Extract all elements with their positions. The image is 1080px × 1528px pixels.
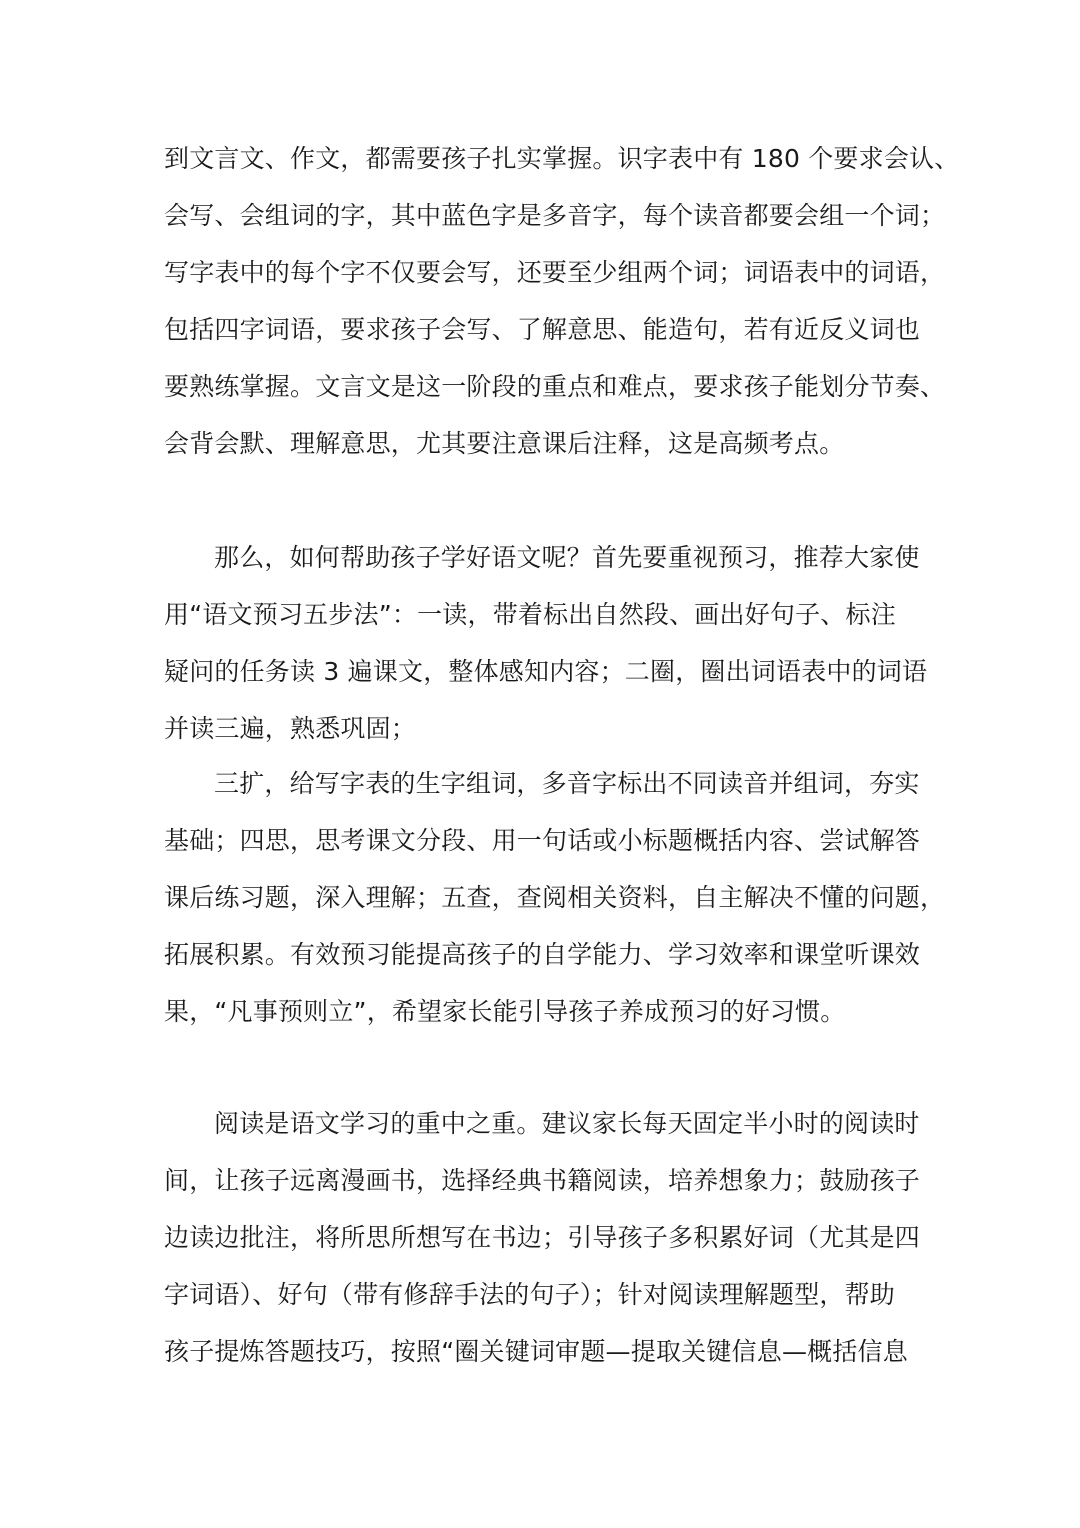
text-line: 边读边批注，将所思所想写在书边；引导孩子多积累好词（尤其是四 — [164, 1223, 921, 1252]
text-line: 字词语）、好句（带有修辞手法的句子）；针对阅读理解题型，帮助 — [164, 1280, 896, 1309]
text-line: 课后练习题，深入理解；五查，查阅相关资料，自主解决不懂的问题， — [164, 883, 946, 912]
text-line: 阅读是语文学习的重中之重。建议家长每天固定半小时的阅读时 — [214, 1109, 920, 1138]
text-line: 基础；四思，思考课文分段、用一句话或小标题概括内容、尝试解答 — [164, 826, 921, 855]
text-line: 并读三遍，熟悉巩固； — [164, 714, 417, 743]
text-line: 拓展积累。有效预习能提高孩子的自学能力、学习效率和课堂听课效 — [164, 940, 921, 969]
text-line: 会背会默、理解意思，尤其要注意课后注释，这是高频考点。 — [164, 429, 845, 458]
text-line: 疑问的任务读 3 遍课文，整体感知内容；二圈，圈出词语表中的词语 — [164, 657, 928, 686]
text-line: 要熟练掌握。文言文是这一阶段的重点和难点，要求孩子能划分节奏、 — [164, 372, 946, 401]
text-line: 间，让孩子远离漫画书，选择经典书籍阅读，培养想象力；鼓励孩子 — [164, 1166, 921, 1195]
text-line: 孩子提炼答题技巧，按照“圈关键词审题—提取关键信息—概括信息 — [164, 1337, 908, 1366]
text-line: 用“语文预习五步法”：一读，带着标出自然段、画出好句子、标注 — [164, 600, 896, 629]
text-line: 包括四字词语，要求孩子会写、了解意思、能造句，若有近反义词也 — [164, 315, 921, 344]
text-line: 到文言文、作文，都需要孩子扎实掌握。识字表中有 180 个要求会认、 — [164, 144, 960, 173]
text-line: 那么，如何帮助孩子学好语文呢？首先要重视预习，推荐大家使 — [214, 543, 920, 572]
text-line: 果，“凡事预则立”，希望家长能引导孩子养成预习的好习惯。 — [164, 997, 846, 1026]
text-line: 写字表中的每个字不仅要会写，还要至少组两个词；词语表中的词语， — [164, 258, 946, 287]
text-line: 三扩，给写字表的生字组词，多音字标出不同读音并组词，夯实 — [214, 769, 920, 798]
text-line: 会写、会组词的字，其中蓝色字是多音字，每个读音都要会组一个词； — [164, 201, 946, 230]
